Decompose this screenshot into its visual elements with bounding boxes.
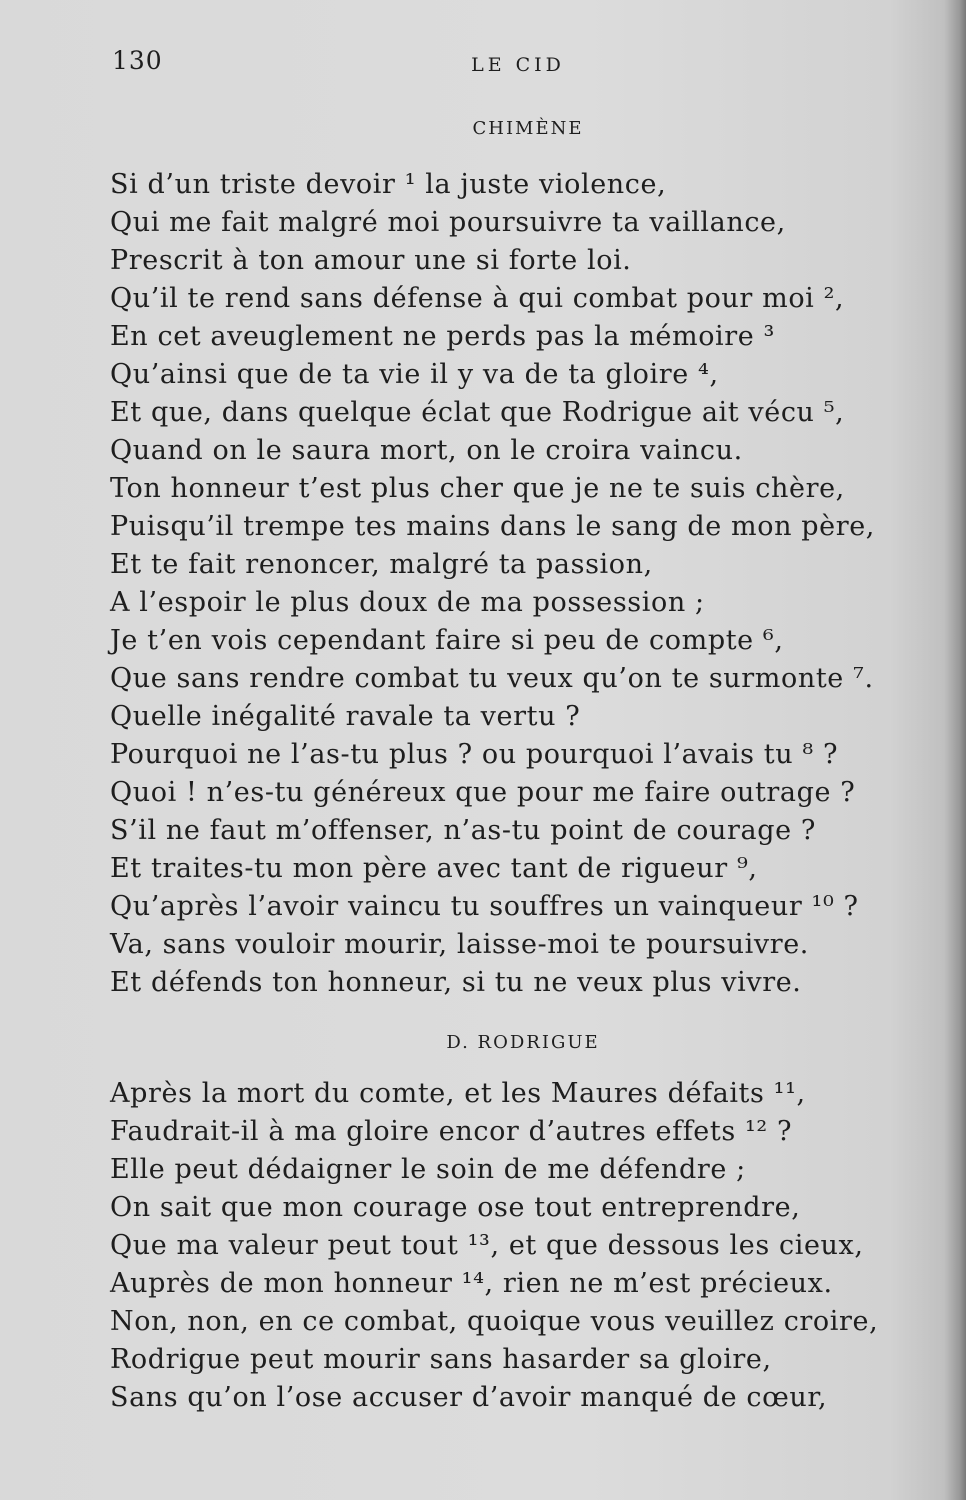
verse-line: Qu’ainsi que de ta vie il y va de ta gloire ⁴, [110, 359, 719, 390]
speaker-name-chimene: CHIMÈNE [472, 118, 584, 139]
verse-line: Non, non, en ce combat, quoique vous veuillez croire, [110, 1306, 879, 1337]
verse-line: A l’espoir le plus doux de ma possession ; [110, 587, 705, 618]
verse-line: Va, sans vouloir mourir, laisse-moi te poursuivre. [110, 929, 809, 960]
verse-line: S’il ne faut m’offenser, n’as-tu point de courage ? [110, 815, 816, 846]
page-edge-shadow [944, 0, 966, 1500]
verse-line: Puisqu’il trempe tes mains dans le sang de mon père, [110, 511, 875, 542]
page-number: 130 [112, 46, 163, 75]
speaker-name-rodrigue: D. RODRIGUE [446, 1032, 600, 1053]
verse-line: En cet aveuglement ne perds pas la mémoire ³ [110, 321, 775, 352]
verse-line: Quoi ! n’es-tu généreux que pour me faire outrage ? [110, 777, 856, 808]
verse-line: Et te fait renoncer, malgré ta passion, [110, 549, 653, 580]
verse-line: Qu’après l’avoir vaincu tu souffres un vainqueur ¹⁰ ? [110, 891, 859, 922]
verse-line: Elle peut dédaigner le soin de me défendre ; [110, 1154, 746, 1185]
verse-line: Après la mort du comte, et les Maures défaits ¹¹, [110, 1078, 806, 1109]
verse-line: Auprès de mon honneur ¹⁴, rien ne m’est précieux. [110, 1268, 833, 1299]
verse-line: Et défends ton honneur, si tu ne veux plus vivre. [110, 967, 802, 998]
verse-line: Quand on le saura mort, on le croira vaincu. [110, 435, 743, 466]
verse-line: Et que, dans quelque éclat que Rodrigue ait vécu ⁵, [110, 397, 845, 428]
verse-block-chimene [110, 166, 875, 1002]
verse-line: Si d’un triste devoir ¹ la juste violence, [110, 169, 667, 200]
verse-line: Que sans rendre combat tu veux qu’on te surmonte ⁷. [110, 663, 874, 694]
verse-line: On sait que mon courage ose tout entreprendre, [110, 1192, 801, 1223]
verse-line: Que ma valeur peut tout ¹³, et que dessous les cieux, [110, 1230, 864, 1261]
verse-line: Et traites-tu mon père avec tant de rigueur ⁹, [110, 853, 758, 884]
running-title: LE CID [471, 54, 565, 76]
verse-line: Sans qu’on l’ose accuser d’avoir manqué de cœur, [110, 1382, 828, 1413]
verse-line: Rodrigue peut mourir sans hasarder sa gloire, [110, 1344, 772, 1375]
verse-line: Pourquoi ne l’as-tu plus ? ou pourquoi l’avais tu ⁸ ? [110, 739, 839, 770]
verse-line: Prescrit à ton amour une si forte loi. [110, 245, 632, 276]
verse-line: Faudrait-il à ma gloire encor d’autres effets ¹² ? [110, 1116, 793, 1147]
verse-line: Ton honneur t’est plus cher que je ne te suis chère, [110, 473, 845, 504]
verse-block-rodrigue [110, 1075, 878, 1417]
verse-line: Je t’en vois cependant faire si peu de compte ⁶, [110, 625, 784, 656]
verse-line: Qui me fait malgré moi poursuivre ta vaillance, [110, 207, 786, 238]
verse-line: Qu’il te rend sans défense à qui combat pour moi ², [110, 283, 845, 314]
verse-line: Quelle inégalité ravale ta vertu ? [110, 701, 581, 732]
